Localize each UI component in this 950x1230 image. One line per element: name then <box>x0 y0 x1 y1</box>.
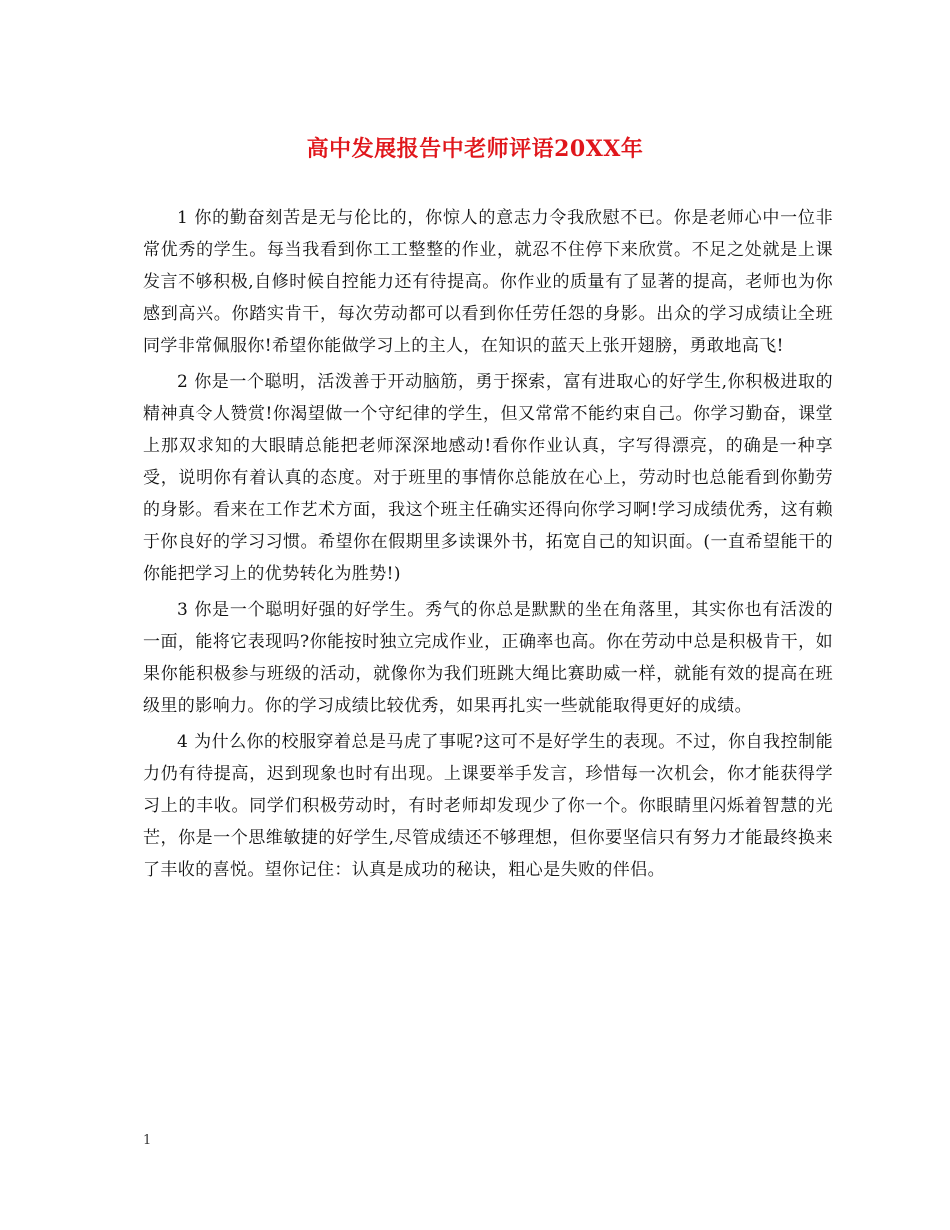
page-number: 1 <box>143 1133 152 1148</box>
paragraph-1: 1 你的勤奋刻苦是无与伦比的，你惊人的意志力令我欣慰不已。你是老师心中一位非常优秀的学生。每当我看到你工工整整的作业，就忍不住停下来欣赏。不足之处就是上课发言不够积极,自修时候自控能力还有待提高。你作业的质量有了显著的提高，老师也为你感到高兴。你踏实肯干，每次劳动都可以看到你任劳任怨的身影。出众的学习成绩让全班同学非常佩服你!希望你能做学习上的主人，在知识的蓝天上张开翅膀，勇敢地高飞! <box>143 208 833 356</box>
paragraph-2: 2 你是一个聪明，活泼善于开动脑筋，勇于探索，富有进取心的好学生,你积极进取的精神真令人赞赏!你渴望做一个守纪律的学生，但又常常不能约束自己。你学习勤奋，课堂上那双求知的大眼睛总能把老师深深地感动!看你作业认真，字写得漂亮，的确是一种享受，说明你有着认真的态度。对于班里的事情你总能放在心上，劳动时也总能看到你勤劳的身影。看来在工作艺术方面，我这个班主任确实还得向你学习啊!学习成绩优秀，这有赖于你良好的学习习惯。希望你在假期里多读课外书，拓宽自己的知识面。(一直希望能干的你能把学习上的优势转化为胜势!) <box>143 372 833 584</box>
paragraph-3: 3 你是一个聪明好强的好学生。秀气的你总是默默的坐在角落里，其实你也有活泼的一面，能将它表现吗?你能按时独立完成作业，正确率也高。你在劳动中总是积极肯干，如果你能积极参与班级的活动，就像你为我们班跳大绳比赛助威一样，就能有效的提高在班级里的影响力。你的学习成绩比较优秀，如果再扎实一些就能取得更好的成绩。 <box>143 600 833 716</box>
document-title: 高中发展报告中老师评语20XX年 <box>306 136 644 162</box>
paragraph-4: 4 为什么你的校服穿着总是马虎了事呢?这可不是好学生的表现。不过，你自我控制能力仍有待提高，迟到现象也时有出现。上课要举手发言，珍惜每一次机会，你才能获得学习上的丰收。同学们积极劳动时，有时老师却发现少了你一个。你眼睛里闪烁着智慧的光芒，你是一个思维敏捷的好学生,尽管成绩还不够理想，但你要坚信只有努力才能最终换来了丰收的喜悦。望你记住：认真是成功的秘诀，粗心是失败的伴侣。 <box>143 732 833 880</box>
document-body <box>143 202 833 886</box>
